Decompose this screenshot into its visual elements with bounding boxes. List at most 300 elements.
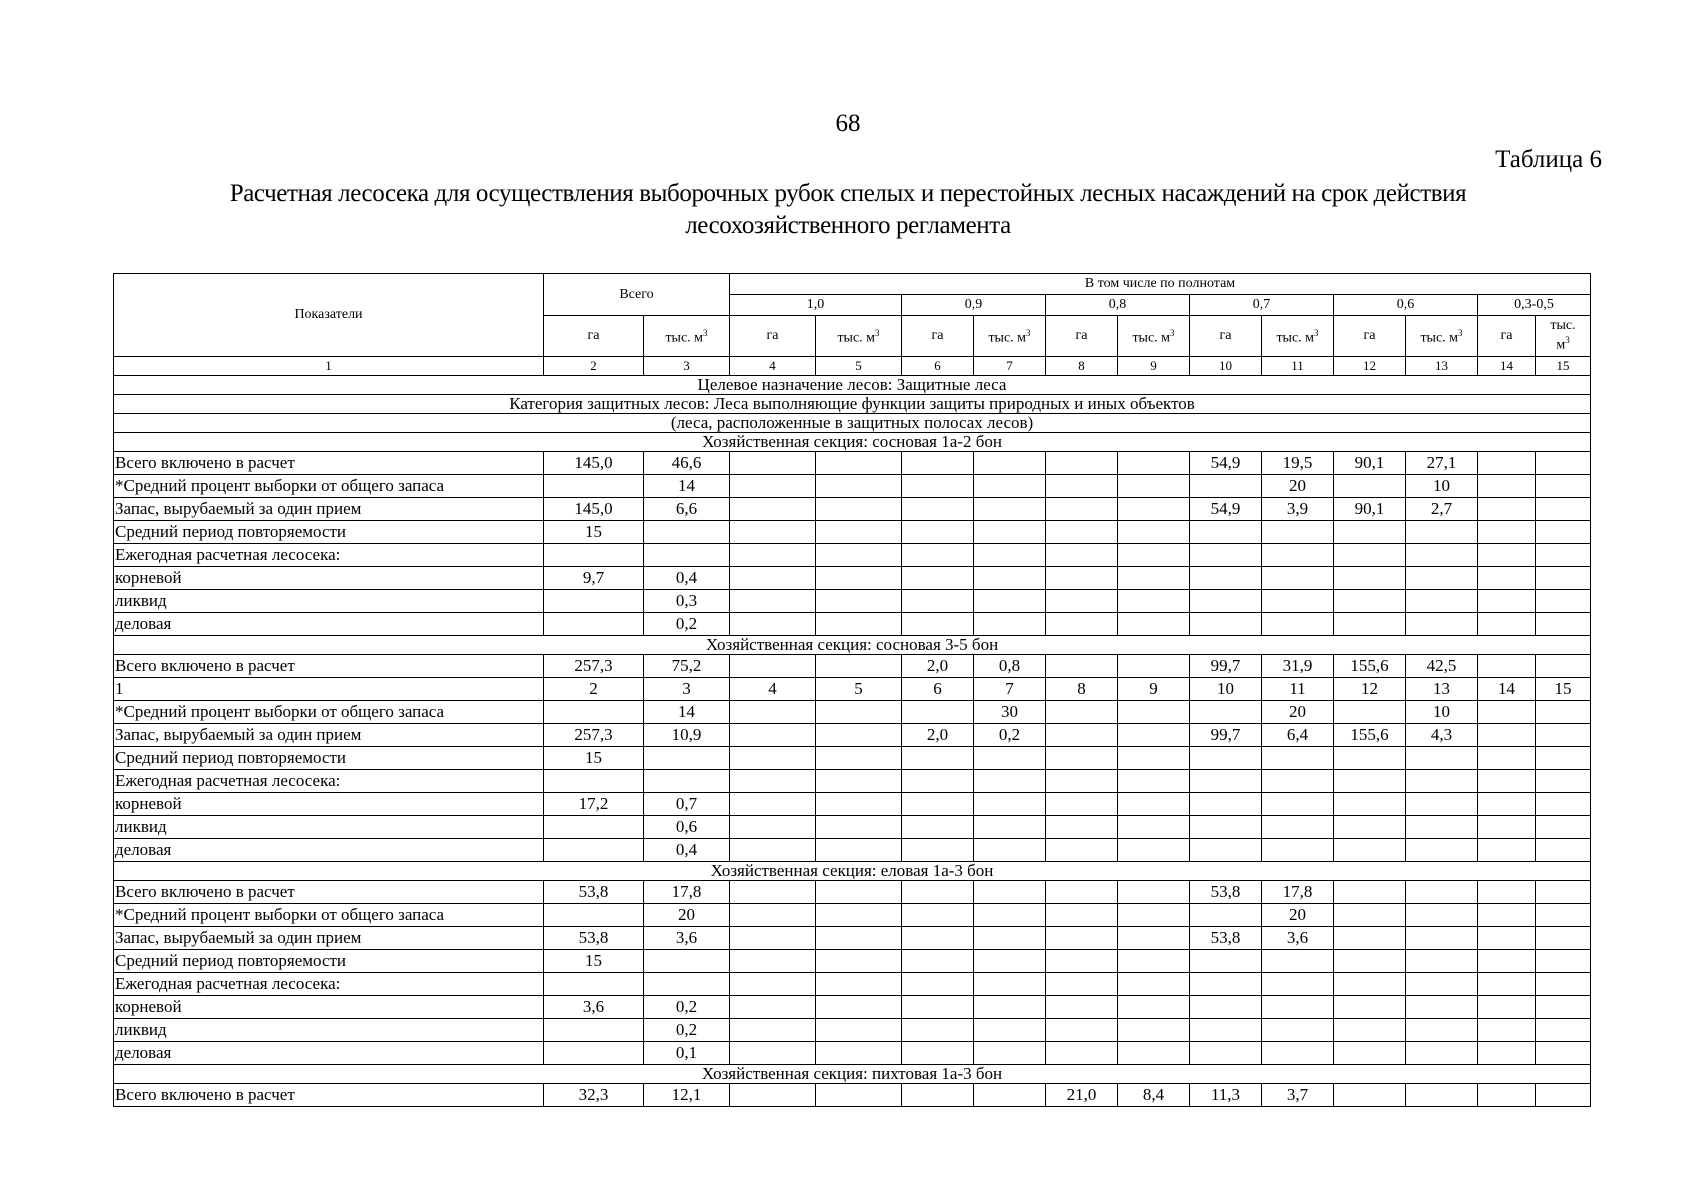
data-cell: [1478, 521, 1536, 544]
data-cell: [974, 521, 1046, 544]
data-cell: [1046, 1042, 1118, 1065]
data-cell: [816, 927, 902, 950]
data-cell: [1406, 544, 1478, 567]
column-number-cell: 11: [1262, 357, 1334, 376]
data-cell: [544, 544, 644, 567]
data-cell: [816, 521, 902, 544]
data-cell: [974, 996, 1046, 1019]
data-cell: 90,1: [1334, 452, 1406, 475]
data-cell: [902, 475, 974, 498]
data-cell: [1536, 747, 1591, 770]
table-row: [114, 678, 1591, 701]
data-cell: [1478, 567, 1536, 590]
data-cell: [1334, 701, 1406, 724]
data-cell: [1046, 567, 1118, 590]
data-cell: [902, 521, 974, 544]
table-row: [114, 904, 1591, 927]
data-cell: [1262, 544, 1334, 567]
column-number-cell: 6: [902, 357, 974, 376]
data-cell: [1262, 1042, 1334, 1065]
data-cell: 0,2: [644, 613, 730, 636]
unit-ha-cell: га: [1046, 316, 1118, 357]
data-cell: [1406, 793, 1478, 816]
data-cell: [1334, 1042, 1406, 1065]
data-cell: [544, 590, 644, 613]
row-label: Средний период повторяемости: [114, 747, 544, 770]
data-cell: [902, 567, 974, 590]
data-cell: 99,7: [1190, 655, 1262, 678]
data-cell: [1478, 724, 1536, 747]
table-row: [114, 655, 1591, 678]
document-title: [150, 178, 1546, 242]
data-cell: [1536, 567, 1591, 590]
data-cell: 20: [1262, 904, 1334, 927]
unit-ha-cell: га: [1334, 316, 1406, 357]
data-cell: [1262, 816, 1334, 839]
data-cell: 27,1: [1406, 452, 1478, 475]
row-label: ликвид: [114, 816, 544, 839]
data-cell: [1406, 839, 1478, 862]
data-cell: 53,8: [544, 881, 644, 904]
unit-ha-cell: га: [1478, 316, 1536, 357]
data-cell: [1118, 816, 1190, 839]
data-cell: 8,4: [1118, 1084, 1190, 1107]
data-cell: [1190, 521, 1262, 544]
data-cell: [1478, 590, 1536, 613]
data-cell: [816, 996, 902, 1019]
data-cell: 0,4: [644, 839, 730, 862]
data-cell: 2,7: [1406, 498, 1478, 521]
row-label: деловая: [114, 839, 544, 862]
table-row: [114, 613, 1591, 636]
data-cell: [1046, 475, 1118, 498]
data-cell: [974, 904, 1046, 927]
table-row: [114, 544, 1591, 567]
unit-volume-cell: [1536, 316, 1591, 357]
data-cell: [1536, 839, 1591, 862]
data-cell: [1118, 1042, 1190, 1065]
data-cell: [1046, 881, 1118, 904]
data-cell: [816, 816, 902, 839]
header-density-0-8: 0,8: [1046, 295, 1190, 316]
data-cell: 11: [1262, 678, 1334, 701]
data-cell: [1118, 724, 1190, 747]
data-cell: [1190, 950, 1262, 973]
data-cell: [1478, 1019, 1536, 1042]
data-cell: [544, 701, 644, 724]
unit-volume-m: м: [1556, 337, 1566, 353]
column-number-cell: 12: [1334, 357, 1406, 376]
data-cell: [730, 747, 816, 770]
data-cell: [816, 793, 902, 816]
unit-superscript: 3: [1314, 328, 1319, 339]
table-row: [114, 701, 1591, 724]
data-cell: [1334, 904, 1406, 927]
data-cell: 0,2: [644, 1019, 730, 1042]
data-cell: [902, 770, 974, 793]
data-cell: [1536, 724, 1591, 747]
section-heading: Целевое назначение лесов: Защитные леса: [114, 376, 1591, 395]
data-cell: [1118, 521, 1190, 544]
data-cell: [816, 950, 902, 973]
data-cell: [730, 1019, 816, 1042]
data-cell: [816, 1042, 902, 1065]
data-cell: 6,6: [644, 498, 730, 521]
data-cell: 11,3: [1190, 1084, 1262, 1107]
data-cell: [1262, 747, 1334, 770]
data-cell: 2,0: [902, 655, 974, 678]
header-by-density: В том числе по полнотам: [730, 274, 1591, 295]
unit-volume-label-line2: [1538, 333, 1588, 353]
data-cell: [1046, 839, 1118, 862]
column-number-cell: 15: [1536, 357, 1591, 376]
data-cell: 20: [644, 904, 730, 927]
data-cell: [1478, 544, 1536, 567]
table-row: [114, 927, 1591, 950]
data-cell: [816, 655, 902, 678]
header-density-0-7: 0,7: [1190, 295, 1334, 316]
unit-volume-label: тыс. м: [1420, 330, 1459, 346]
table-row: [114, 793, 1591, 816]
data-cell: [1406, 881, 1478, 904]
data-cell: [644, 747, 730, 770]
data-cell: [1046, 770, 1118, 793]
data-cell: [644, 521, 730, 544]
data-cell: [1190, 793, 1262, 816]
data-cell: [902, 927, 974, 950]
data-cell: 9: [1118, 678, 1190, 701]
data-cell: [902, 544, 974, 567]
data-cell: 3: [644, 678, 730, 701]
data-cell: [1478, 475, 1536, 498]
data-cell: [902, 1019, 974, 1042]
data-cell: [974, 1042, 1046, 1065]
data-cell: [1478, 904, 1536, 927]
data-cell: 90,1: [1334, 498, 1406, 521]
data-cell: [1478, 701, 1536, 724]
table-row: [114, 881, 1591, 904]
data-cell: [1406, 567, 1478, 590]
data-cell: [1536, 816, 1591, 839]
unit-superscript: 3: [1458, 328, 1463, 339]
data-cell: [902, 747, 974, 770]
data-cell: [1334, 613, 1406, 636]
data-cell: [1406, 590, 1478, 613]
data-cell: [730, 544, 816, 567]
data-cell: [730, 881, 816, 904]
column-numbers-row: [114, 357, 1591, 376]
column-number-cell: 10: [1190, 357, 1262, 376]
column-number-cell: 14: [1478, 357, 1536, 376]
unit-ha-cell: га: [902, 316, 974, 357]
table-row: [114, 590, 1591, 613]
data-cell: [1536, 701, 1591, 724]
data-cell: [974, 770, 1046, 793]
unit-volume-cell: [974, 316, 1046, 357]
data-cell: [1118, 770, 1190, 793]
data-cell: [1118, 747, 1190, 770]
data-cell: [816, 701, 902, 724]
data-cell: 14: [1478, 678, 1536, 701]
data-cell: [1478, 613, 1536, 636]
data-cell: 10: [1406, 701, 1478, 724]
data-cell: [1334, 839, 1406, 862]
data-cell: [1334, 793, 1406, 816]
data-cell: [1406, 1042, 1478, 1065]
data-cell: [902, 950, 974, 973]
data-cell: [816, 590, 902, 613]
data-cell: 8: [1046, 678, 1118, 701]
data-cell: 31,9: [1262, 655, 1334, 678]
column-number-cell: 1: [114, 357, 544, 376]
data-cell: [1046, 793, 1118, 816]
data-cell: 15: [544, 521, 644, 544]
unit-superscript: 3: [875, 328, 880, 339]
data-cell: [1190, 701, 1262, 724]
data-cell: [902, 793, 974, 816]
data-cell: [1536, 881, 1591, 904]
data-cell: [730, 613, 816, 636]
row-label: Всего включено в расчет: [114, 1084, 544, 1107]
data-cell: [1046, 701, 1118, 724]
table-row: [114, 498, 1591, 521]
data-cell: [1406, 521, 1478, 544]
data-cell: [1478, 973, 1536, 996]
table-row: [114, 567, 1591, 590]
header-density-1-0: 1,0: [730, 295, 902, 316]
section-heading-row: [114, 636, 1591, 655]
section-heading-row: [114, 1065, 1591, 1084]
unit-volume-label-line1: тыс.: [1550, 318, 1576, 334]
data-cell: [1190, 816, 1262, 839]
row-label: ликвид: [114, 590, 544, 613]
data-cell: 13: [1406, 678, 1478, 701]
data-cell: 257,3: [544, 724, 644, 747]
section-heading-row: [114, 376, 1591, 395]
data-cell: [816, 544, 902, 567]
data-cell: [1478, 452, 1536, 475]
data-cell: [1478, 927, 1536, 950]
data-cell: [730, 521, 816, 544]
data-cell: [730, 1084, 816, 1107]
data-cell: 145,0: [544, 498, 644, 521]
data-cell: 14: [644, 701, 730, 724]
data-cell: [1536, 996, 1591, 1019]
data-cell: [1046, 904, 1118, 927]
data-cell: [974, 816, 1046, 839]
data-cell: [1334, 816, 1406, 839]
row-label: деловая: [114, 1042, 544, 1065]
table-row: [114, 521, 1591, 544]
data-cell: 145,0: [544, 452, 644, 475]
data-cell: [730, 770, 816, 793]
data-cell: 4: [730, 678, 816, 701]
section-heading: Хозяйственная секция: сосновая 3-5 бон: [114, 636, 1591, 655]
row-label: Всего включено в расчет: [114, 452, 544, 475]
title-line-1: Расчетная лесосека для осуществления выборочных рубок спелых и перестойных лесных насаждений на срок действия: [229, 180, 1467, 207]
data-cell: [1046, 747, 1118, 770]
data-cell: [1262, 996, 1334, 1019]
unit-superscript: 3: [1565, 335, 1570, 346]
data-cell: [816, 613, 902, 636]
data-cell: [644, 544, 730, 567]
row-label: корневой: [114, 793, 544, 816]
data-cell: [730, 904, 816, 927]
data-cell: [730, 973, 816, 996]
unit-volume-cell: [1118, 316, 1190, 357]
header-density-0-6: 0,6: [1334, 295, 1478, 316]
data-cell: [1406, 770, 1478, 793]
unit-superscript: 3: [1170, 328, 1175, 339]
data-cell: 3,6: [644, 927, 730, 950]
data-cell: [1334, 521, 1406, 544]
data-cell: 17,2: [544, 793, 644, 816]
data-cell: [902, 816, 974, 839]
data-cell: [1478, 1042, 1536, 1065]
data-cell: [1046, 452, 1118, 475]
header-row-1: [114, 274, 1591, 295]
table-row: [114, 770, 1591, 793]
data-cell: [1118, 996, 1190, 1019]
data-cell: [816, 567, 902, 590]
data-cell: [902, 1084, 974, 1107]
data-cell: [1190, 475, 1262, 498]
data-cell: [816, 1084, 902, 1107]
data-cell: 6: [902, 678, 974, 701]
data-cell: 75,2: [644, 655, 730, 678]
column-number-cell: 13: [1406, 357, 1478, 376]
data-cell: [816, 770, 902, 793]
unit-superscript: 3: [703, 328, 708, 339]
data-cell: [1118, 927, 1190, 950]
data-cell: [1536, 590, 1591, 613]
table-row: [114, 1042, 1591, 1065]
data-cell: [974, 1084, 1046, 1107]
data-cell: [1334, 770, 1406, 793]
data-cell: [544, 973, 644, 996]
data-cell: [1536, 904, 1591, 927]
data-cell: [1536, 655, 1591, 678]
data-cell: [816, 724, 902, 747]
data-cell: [1478, 881, 1536, 904]
data-cell: [1334, 881, 1406, 904]
unit-volume-cell: [1262, 316, 1334, 357]
unit-volume-label: тыс. м: [1132, 330, 1171, 346]
data-cell: [1478, 1084, 1536, 1107]
data-cell: [730, 816, 816, 839]
data-cell: [1406, 747, 1478, 770]
unit-volume-label: тыс. м: [837, 330, 876, 346]
data-cell: 17,8: [1262, 881, 1334, 904]
data-cell: [1262, 839, 1334, 862]
data-cell: [1118, 1019, 1190, 1042]
data-cell: [816, 1019, 902, 1042]
data-cell: [1118, 973, 1190, 996]
data-cell: 0,6: [644, 816, 730, 839]
table-row: [114, 475, 1591, 498]
data-cell: [1046, 816, 1118, 839]
data-cell: [1118, 793, 1190, 816]
data-cell: [1334, 950, 1406, 973]
data-cell: 3,9: [1262, 498, 1334, 521]
data-cell: 12: [1334, 678, 1406, 701]
data-cell: [974, 793, 1046, 816]
data-cell: [1406, 1019, 1478, 1042]
data-cell: [974, 475, 1046, 498]
data-cell: [1046, 544, 1118, 567]
data-cell: [1262, 973, 1334, 996]
data-cell: 10,9: [644, 724, 730, 747]
data-cell: [1406, 613, 1478, 636]
section-heading-row: [114, 414, 1591, 433]
data-cell: [730, 701, 816, 724]
data-cell: [1046, 655, 1118, 678]
data-cell: [1334, 544, 1406, 567]
data-cell: [1118, 544, 1190, 567]
data-cell: [730, 590, 816, 613]
data-cell: 99,7: [1190, 724, 1262, 747]
unit-ha-cell: га: [1190, 316, 1262, 357]
unit-volume-cell: [1406, 316, 1478, 357]
table-row: [114, 1019, 1591, 1042]
unit-volume-cell: [816, 316, 902, 357]
data-cell: 0,2: [974, 724, 1046, 747]
data-cell: 42,5: [1406, 655, 1478, 678]
data-cell: 9,7: [544, 567, 644, 590]
data-cell: [902, 701, 974, 724]
section-heading-row: [114, 862, 1591, 881]
data-cell: [544, 1042, 644, 1065]
data-cell: [1118, 950, 1190, 973]
data-cell: [1190, 747, 1262, 770]
unit-volume-cell: [644, 316, 730, 357]
data-cell: [1536, 927, 1591, 950]
data-cell: 53,8: [544, 927, 644, 950]
section-heading: Хозяйственная секция: пихтовая 1а-3 бон: [114, 1065, 1591, 1084]
data-cell: [1334, 567, 1406, 590]
data-cell: [816, 839, 902, 862]
table-row: [114, 973, 1591, 996]
table-row: [114, 950, 1591, 973]
data-cell: 21,0: [1046, 1084, 1118, 1107]
data-cell: [902, 590, 974, 613]
data-cell: [902, 881, 974, 904]
data-cell: [1536, 613, 1591, 636]
data-cell: [816, 904, 902, 927]
header-indicators: Показатели: [114, 274, 544, 357]
row-label: Запас, вырубаемый за один прием: [114, 927, 544, 950]
data-cell: [902, 996, 974, 1019]
data-cell: [1334, 590, 1406, 613]
data-cell: [816, 881, 902, 904]
data-cell: [1536, 475, 1591, 498]
data-cell: [1478, 655, 1536, 678]
data-cell: [1190, 544, 1262, 567]
data-cell: [1118, 613, 1190, 636]
data-cell: [1190, 613, 1262, 636]
data-cell: [730, 567, 816, 590]
data-cell: [1536, 1084, 1591, 1107]
table-row: [114, 996, 1591, 1019]
data-cell: [974, 927, 1046, 950]
data-cell: [1536, 498, 1591, 521]
data-cell: 30: [974, 701, 1046, 724]
data-cell: 0,7: [644, 793, 730, 816]
row-label: Ежегодная расчетная лесосека:: [114, 770, 544, 793]
row-label: Ежегодная расчетная лесосека:: [114, 973, 544, 996]
data-cell: [730, 475, 816, 498]
data-cell: [1478, 996, 1536, 1019]
